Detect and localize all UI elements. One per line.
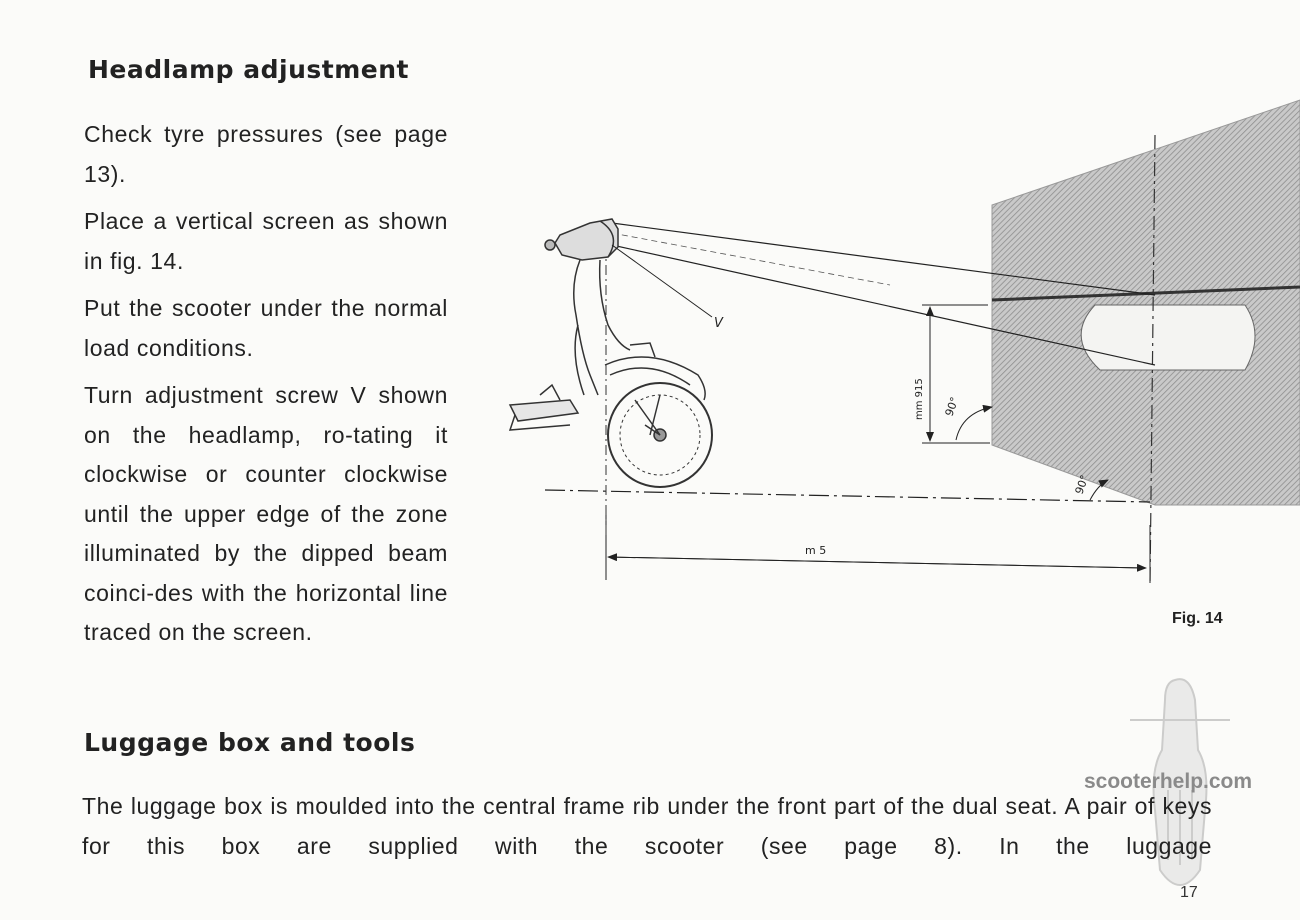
illuminated-zone: [1081, 305, 1255, 370]
headlamp-instructions: [84, 115, 448, 661]
paragraph-vertical-screen: Place a vertical screen as shown in fig. 14.: [84, 208, 448, 274]
angle-label-screen: 90°: [942, 395, 962, 419]
ground-line: [545, 490, 1150, 502]
section-title-headlamp: Headlamp adjustment: [88, 55, 409, 84]
vertical-screen: [992, 100, 1300, 505]
page-number: 17: [1180, 884, 1198, 901]
paragraph-load-conditions: Put the scooter under the normal load conditions.: [84, 295, 448, 361]
height-label: mm 915: [914, 378, 925, 420]
screw-v-label: V: [714, 316, 723, 331]
paragraph-tyre-pressure: Check tyre pressures (see page 13).: [84, 121, 448, 187]
watermark-text: scooterhelp.com: [1084, 770, 1253, 793]
paragraph-luggage-box: The luggage box is moulded into the central frame rib under the front part of the dual seat. A pair of keys for this box are supplied with the scooter (see page 8). In the luggage: [82, 793, 1212, 859]
paragraph-adjustment-screw: Turn adjustment screw V shown on the headlamp, ro-tating it clockwise or counter clockwise until the upper edge of the zone illuminated by the dipped beam coinci-des with the horizontal line traced on the screen.: [84, 382, 448, 645]
headlamp-adjustment-diagram: [500, 95, 1300, 595]
section-title-luggage: Luggage box and tools: [84, 728, 416, 757]
figure-caption: Fig. 14: [1172, 610, 1223, 627]
distance-label: m 5: [805, 544, 827, 557]
scooter-drawing: [510, 219, 712, 487]
angle-label-ground: 90°: [1072, 473, 1092, 497]
